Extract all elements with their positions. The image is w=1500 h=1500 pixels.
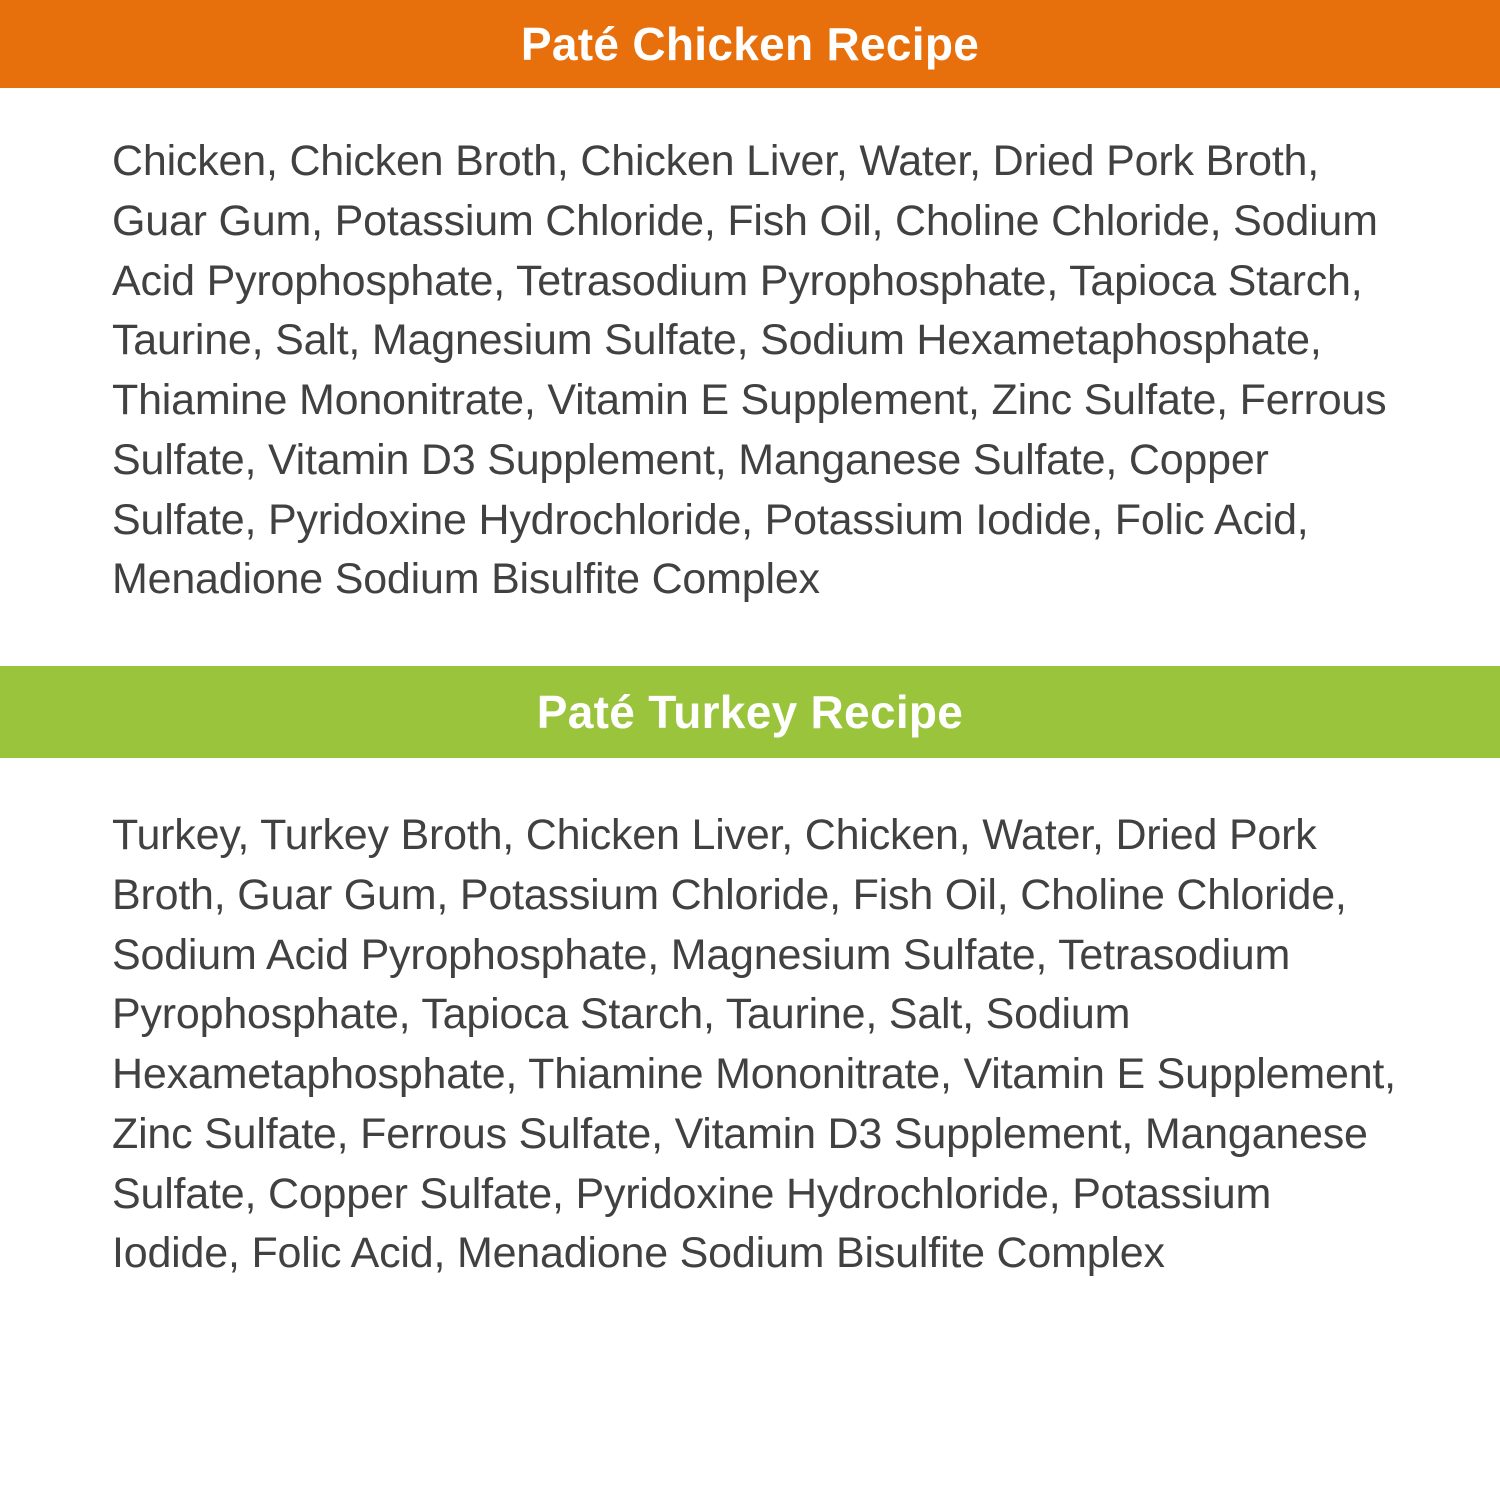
section-header-pate-turkey: Paté Turkey Recipe xyxy=(0,666,1500,758)
section-header-pate-chicken: Paté Chicken Recipe xyxy=(0,0,1500,88)
section-spacer xyxy=(0,610,1500,666)
ingredients-text-pate-turkey: Turkey, Turkey Broth, Chicken Liver, Chicken, Water, Dried Pork Broth, Guar Gum, Potassium Chloride, Fish Oil, Choline Chloride, Sodium Acid Pyrophosphate, Magnesium Sulfate, Tetrasodium Pyrophosphate, Tapioca Starch, Taurine, Salt, Sodium Hexametaphosphate, Thiamine Mononitrate, Vitamin E Supplement, Zinc Sulfate, Ferrous Sulfate, Vitamin D3 Supplement, Manganese Sulfate, Copper Sulfate, Pyridoxine Hydrochloride, Potassium Iodide, Folic Acid, Menadione Sodium Bisulfite Complex xyxy=(112,811,1396,1278)
ingredients-text-pate-chicken: Chicken, Chicken Broth, Chicken Liver, Water, Dried Pork Broth, Guar Gum, Potassium Chloride, Fish Oil, Choline Chloride, Sodium Acid Pyrophosphate, Tetrasodium Pyrophosphate, Tapioca Starch, Taurine, Salt, Magnesium Sulfate, Sodium Hexametaphosphate, Thiamine Mononitrate, Vitamin E Supplement, Zinc Sulfate, Ferrous Sulfate, Vitamin D3 Supplement, Manganese Sulfate, Copper Sulfate, Pyridoxine Hydrochloride, Potassium Iodide, Folic Acid, Menadione Sodium Bisulfite Complex xyxy=(112,137,1387,604)
bottom-spacer xyxy=(0,1284,1500,1500)
